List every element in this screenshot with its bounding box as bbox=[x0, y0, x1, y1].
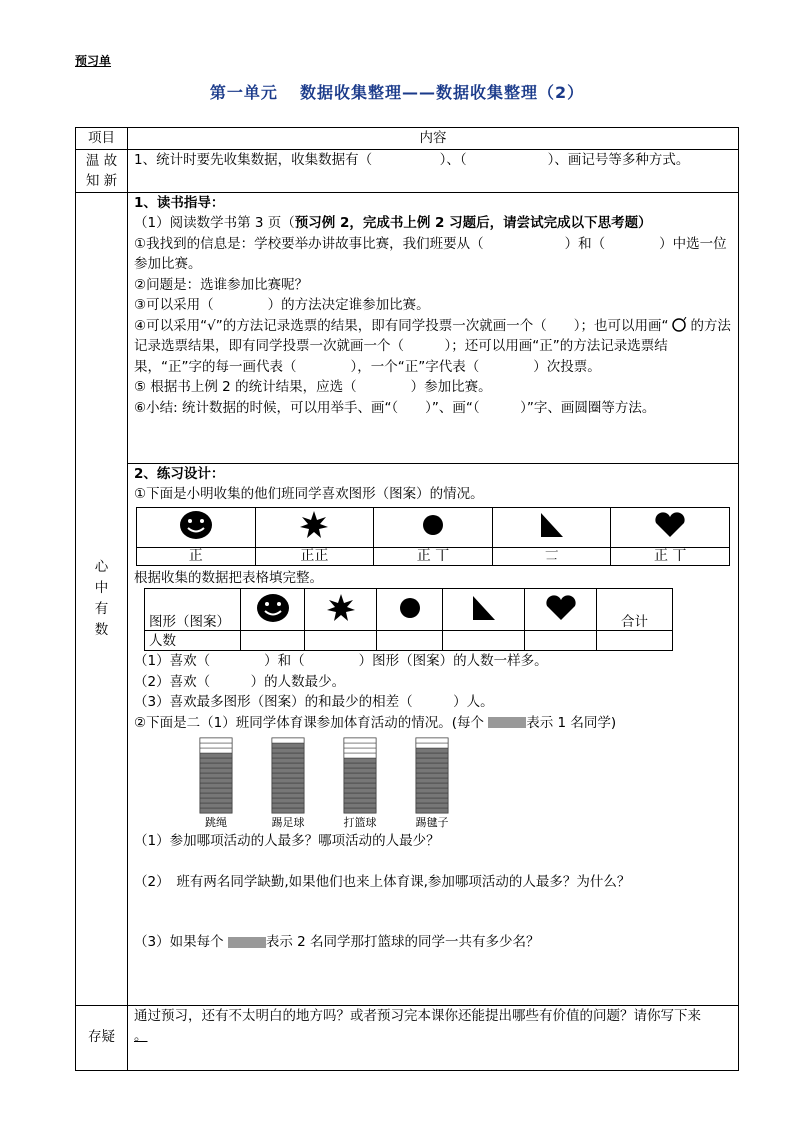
title-topic: 数据收集整理——数据收集整理（2） bbox=[299, 83, 585, 102]
bar-block bbox=[344, 808, 376, 813]
bar-block bbox=[272, 803, 304, 808]
bar-block bbox=[200, 748, 232, 753]
bar-block bbox=[416, 788, 448, 793]
bar-block bbox=[200, 763, 232, 768]
bar-label: 踢毽子 bbox=[415, 816, 449, 829]
bar-block bbox=[344, 788, 376, 793]
bar-block bbox=[272, 808, 304, 813]
bar-block bbox=[200, 783, 232, 788]
tally-triangle: 𠄟 bbox=[492, 547, 611, 565]
smiley-face-icon bbox=[137, 507, 256, 547]
bar-block bbox=[344, 763, 376, 768]
bar-block bbox=[416, 743, 448, 748]
q2-1: （1）参加哪项活动的人最多？哪项活动的人最少？ bbox=[134, 833, 440, 849]
fill-total-label: 合计 bbox=[597, 589, 673, 631]
bar-block bbox=[344, 778, 376, 783]
bar-block bbox=[416, 748, 448, 753]
fill-instruction: 根据收集的数据把表格填完整。 bbox=[134, 569, 323, 586]
unit-square-icon bbox=[488, 717, 526, 728]
bar-block bbox=[344, 753, 376, 758]
tally-heart: 正 丅 bbox=[611, 547, 730, 565]
bar-block bbox=[344, 743, 376, 748]
bar-block bbox=[416, 808, 448, 813]
header-tag: 预习单 bbox=[75, 54, 112, 68]
bar-block bbox=[200, 743, 232, 748]
tally-circle: 正 丅 bbox=[374, 547, 493, 565]
fill-cell[interactable] bbox=[377, 631, 443, 651]
bar-block bbox=[272, 763, 304, 768]
circle-icon bbox=[377, 589, 443, 631]
triangle-icon bbox=[443, 589, 525, 631]
worksheet-table bbox=[75, 127, 739, 1071]
sec1-line5: ④可以采用“√”的方法记录选票的结果，即有同学投票一次就画一个（ ）；也可以用画“ 的方法记录选票结果，即有同学投票一次就画一个（ ）；还可以用画“正”的方法记录选票结果，“正”字的每一画代表（ ），一个“正”字代表（ ）次投票。 bbox=[134, 317, 731, 375]
bar-block bbox=[272, 798, 304, 803]
fill-cell[interactable] bbox=[525, 631, 597, 651]
practice-section bbox=[128, 464, 738, 953]
bar-block bbox=[200, 768, 232, 773]
bar-block bbox=[200, 778, 232, 783]
fill-table bbox=[144, 588, 673, 651]
activity-chart bbox=[190, 737, 520, 829]
bar-block bbox=[272, 783, 304, 788]
q1-3: （3）喜欢最多图形（图案）的和最少的相差（ ）人。 bbox=[134, 694, 494, 710]
doubt-label: 存疑 bbox=[76, 1005, 128, 1070]
bar-block bbox=[272, 743, 304, 748]
bar-block bbox=[200, 808, 232, 813]
sun-icon bbox=[255, 507, 374, 547]
header-content: 内容 bbox=[128, 128, 739, 150]
sun-icon bbox=[305, 589, 377, 631]
page-title bbox=[0, 80, 794, 103]
smiley-face-icon bbox=[241, 589, 305, 631]
bar-block bbox=[272, 778, 304, 783]
bar-block bbox=[200, 803, 232, 808]
bar-label: 跳绳 bbox=[205, 816, 227, 829]
bar-block bbox=[200, 798, 232, 803]
bar-block bbox=[344, 798, 376, 803]
bar-block bbox=[344, 773, 376, 778]
bar-block bbox=[200, 773, 232, 778]
bar-label: 踢足球 bbox=[271, 816, 305, 829]
bar-block bbox=[272, 793, 304, 798]
bar-block bbox=[416, 768, 448, 773]
sec1-line2: ①我找到的信息是：学校要举办讲故事比赛，我们班要从（ ）和（ ）中选一位参加比赛。 bbox=[134, 235, 727, 272]
bar-block bbox=[200, 788, 232, 793]
main-label: 心中有数 bbox=[76, 192, 128, 1005]
fill-row-shape-label: 图形（图案） bbox=[145, 589, 241, 631]
sec1-line3: ②问题是：选谁参加比赛呢？ bbox=[134, 276, 309, 293]
unit-square-icon bbox=[228, 937, 266, 948]
title-unit: 第一单元 bbox=[209, 83, 278, 102]
bar-block bbox=[416, 758, 448, 763]
bar-block bbox=[272, 758, 304, 763]
bar-block bbox=[416, 778, 448, 783]
heart-icon bbox=[611, 507, 730, 547]
bar-block bbox=[416, 783, 448, 788]
triangle-icon bbox=[492, 507, 611, 547]
q1-2: （2）喜欢（ ）的人数最少。 bbox=[134, 673, 346, 690]
sec2-q2: ②下面是二（1）班同学体育课参加体育活动的情况。(每个 表示 1 名同学) bbox=[134, 714, 617, 731]
q2-3: （3）如果每个 表示 2 名同学那打篮球的同学一共有多少名？ bbox=[134, 934, 540, 950]
doubt-content: 通过预习，还有不太明白的地方吗？或者预习完本课你还能提出哪些有价值的问题？请你写下来 。 bbox=[128, 1005, 739, 1070]
bar-block bbox=[272, 773, 304, 778]
q1-1: （1）喜欢（ ）和（ ）图形（图案）的人数一样多。 bbox=[134, 653, 548, 669]
bar-block bbox=[344, 738, 376, 743]
bar-block bbox=[200, 758, 232, 763]
review-label: 温 故 知 新 bbox=[76, 149, 128, 192]
heart-icon bbox=[525, 589, 597, 631]
bar-block bbox=[200, 753, 232, 758]
fill-row-count-label: 人数 bbox=[145, 631, 241, 651]
fill-cell[interactable] bbox=[597, 631, 673, 651]
bar-block bbox=[272, 738, 304, 743]
fill-cell[interactable] bbox=[443, 631, 525, 651]
bar-block bbox=[416, 798, 448, 803]
circle-mark-icon bbox=[668, 317, 690, 333]
tally-table bbox=[136, 507, 730, 566]
bar-block bbox=[416, 803, 448, 808]
bar-block bbox=[416, 773, 448, 778]
sec2-title: 2、练习设计： bbox=[134, 465, 225, 482]
bar-block bbox=[200, 793, 232, 798]
tally-smiley: 正 bbox=[137, 547, 256, 565]
bar-block bbox=[344, 793, 376, 798]
circle-icon bbox=[374, 507, 493, 547]
sec2-q1: ①下面是小明收集的他们班同学喜欢图形（图案）的情况。 bbox=[134, 486, 484, 502]
bar-block bbox=[416, 793, 448, 798]
bar-block bbox=[416, 738, 448, 743]
bar-block bbox=[344, 758, 376, 763]
tally-sun: 正正 bbox=[255, 547, 374, 565]
fill-cell[interactable] bbox=[241, 631, 305, 651]
bar-block bbox=[272, 753, 304, 758]
bar-block bbox=[344, 803, 376, 808]
bar-block bbox=[272, 788, 304, 793]
q2-2: （2） 班有两名同学缺勤,如果他们也来上体育课,参加哪项活动的人最多？为什么？ bbox=[134, 873, 631, 890]
bar-block bbox=[272, 768, 304, 773]
sec1-line6: ⑤ 根据书上例 2 的统计结果，应选（ ）参加比赛。 bbox=[134, 379, 492, 395]
fill-cell[interactable] bbox=[305, 631, 377, 651]
bar-block bbox=[344, 748, 376, 753]
bar-block bbox=[272, 748, 304, 753]
sec1-title: 1、读书指导： bbox=[134, 194, 225, 211]
bar-block bbox=[416, 763, 448, 768]
header-item: 项目 bbox=[76, 128, 128, 150]
review-content: 1、统计时要先收集数据，收集数据有（ ）、（ ）、画记号等多种方式。 bbox=[128, 149, 739, 192]
bar-block bbox=[416, 753, 448, 758]
main-content bbox=[128, 192, 739, 1005]
sec1-line7: ⑥小结: 统计数据的时候，可以用举手、画“（ ）”、画“（ ）”字、画圆圈等方法。 bbox=[134, 399, 656, 416]
bar-block bbox=[200, 738, 232, 743]
bar-label: 打篮球 bbox=[343, 816, 377, 829]
sec1-line1: （1）阅读数学书第 3 页（预习例 2，完成书上例 2 习题后，请尝试完成以下思考题） bbox=[134, 215, 652, 231]
sec1-line4: ③可以采用（ ）的方法决定谁参加比赛。 bbox=[134, 297, 430, 313]
bar-block bbox=[344, 768, 376, 773]
reading-section bbox=[128, 193, 738, 464]
bar-block bbox=[344, 783, 376, 788]
